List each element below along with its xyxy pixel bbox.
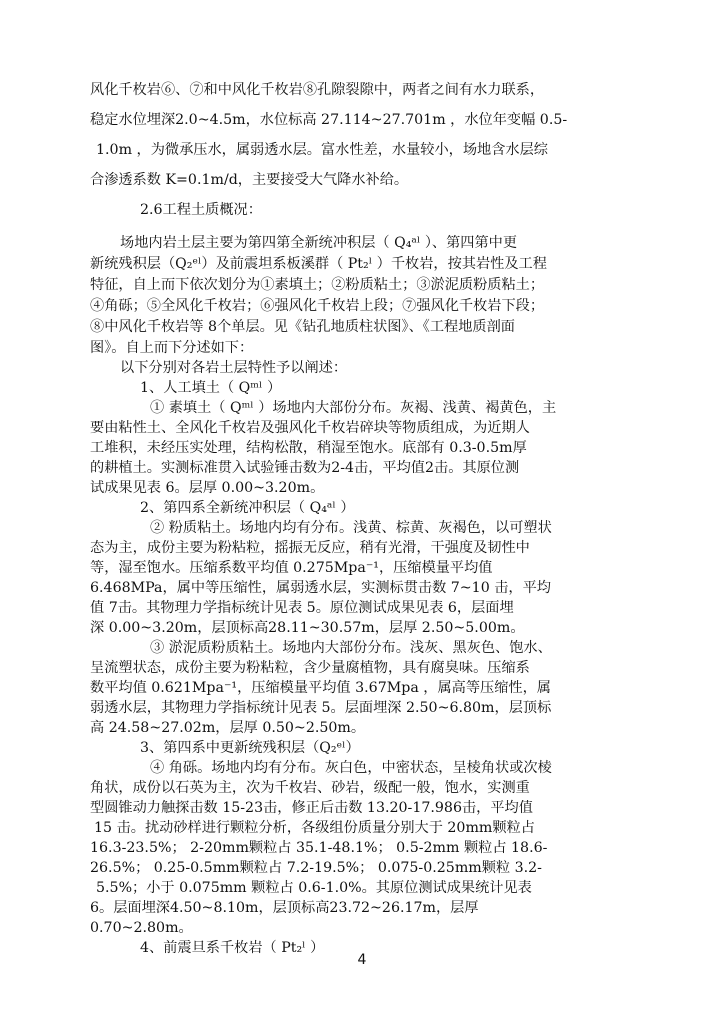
text-line: 6。层面埋深4.50~8.10m，层顶标高23.72~26.17m，层厚: [90, 900, 479, 916]
text-line: 15 击。扰动砂样进行颗粒分析，各级组份质量分别大于 20mm颗粒占: [94, 820, 535, 836]
text-line: 弱透水层，其物理力学指标统计见表 5。层面埋深 2.50~6.80m，层顶标: [90, 700, 552, 716]
page-number: 4: [357, 952, 367, 968]
subsection-heading: 4、前震旦系千枚岩（ Pt₂ˡ ）: [140, 940, 325, 956]
text-line: 数平均值 0.621Mpa⁻¹，压缩模量平均值 3.67Mpa ，属高等压缩性，属: [90, 680, 551, 696]
text-line: 6.468MPa，属中等压缩性，属弱透水层，实测标贯击数 7~10 击，平均: [90, 580, 551, 596]
text-line: 高 24.58~27.02m，层厚 0.50~2.50m。: [90, 720, 366, 736]
text-line: 特征，自上而下依次划分为①素填土；②粉质粘土；③淤泥质粉质粘土；: [90, 277, 545, 293]
text-line: ③ 淤泥质粉质粘土。场地内大部份分布。浅灰、黑灰色、饱水、: [150, 640, 552, 656]
text-line: 工堆积，未经压实处理，结构松散，稍湿至饱水。底部有 0.3-0.5m厚: [90, 440, 527, 456]
text-line: 图》。自上而下分述如下：: [90, 340, 254, 356]
text-line: 深 0.00~3.20m，层顶标高28.11~30.57m，层厚 2.50~5.00m。: [90, 620, 525, 636]
subsection-heading: 2、第四系全新统冲积层（ Q₄ᵃˡ ）: [140, 500, 355, 516]
text-line: 要由粘性土、全风化千枚岩及强风化千枚岩碎块等物质组成，为近期人: [90, 420, 530, 436]
text-line: 26.5%； 0.25-0.5mm颗粒占 7.2-19.5%； 0.075-0.25mm颗粒 3.2-: [90, 860, 542, 876]
text-line: ⑧中风化千枚岩等 8个单层。见《钻孔地质柱状图》、《工程地质剖面: [90, 319, 515, 335]
text-line: ④角砾；⑤全风化千枚岩；⑥强风化千枚岩上段；⑦强风化千枚岩下段；: [90, 298, 545, 314]
text-line: 场地内岩土层主要为第四第全新统冲积层（ Q₄ᵃˡ ）、第四第中更: [120, 235, 518, 251]
text-line: ① 素填土（ Qᵐˡ ）场地内大部份分布。灰褐、浅黄、褐黄色，主: [150, 400, 557, 416]
text-line: 态为主，成份主要为粉粘粒，摇振无反应，稍有光滑，干强度及韧性中: [90, 540, 530, 556]
text-line: 稳定水位埋深2.0~4.5m，水位标高 27.114~27.701m ，水位年变幅 0.5-: [90, 112, 568, 128]
text-line: ④ 角砾。场地内均有分布。灰白色，中密状态，呈棱角状或次棱: [150, 760, 552, 776]
text-line: 合渗透系数 K=0.1m/d，主要接受大气降水补给。: [90, 172, 409, 188]
text-line: 的耕植土。实测标准贯入试验锤击数为2-4击，平均值2击。其原位测: [90, 460, 520, 476]
text-line: 以下分别对各岩土层特性予以阐述：: [120, 360, 348, 376]
text-line: 0.70~2.80m。: [90, 920, 193, 936]
text-line: 角状，成份以石英为主，次为千枚岩、砂岩，级配一般，饱水，实测重: [90, 780, 530, 796]
text-line: 1.0m ，为微承压水，属弱透水层。富水性差，水量较小，场地含水层综: [96, 142, 548, 158]
text-line: 风化千枚岩⑥、⑦和中风化千枚岩⑧孔隙裂隙中，两者之间有水力联系，: [90, 82, 545, 98]
text-line: 呈流塑状态，成份主要为粉粘粒，含少量腐植物，具有腐臭味。压缩系: [90, 660, 530, 676]
subsection-heading: 3、第四系中更新统残积层（Q₂ᵉˡ）: [140, 740, 360, 756]
text-line: 型圆锥动力触探击数 15-23击，修正后击数 13.20-17.986击，平均值: [90, 800, 533, 816]
text-line: 新统残积层（Q₂ᵉˡ）及前震坦系板溪群（ Pt₂ˡ ）千枚岩，按其岩性及工程: [90, 256, 547, 272]
text-line: 5.5%；小于 0.075mm 颗粒占 0.6-1.0%。其原位测试成果统计见表: [96, 880, 532, 896]
text-line: 等，湿至饱水。压缩系数平均值 0.275Mpa⁻¹，压缩模量平均值: [90, 560, 493, 576]
text-line: 16.3-23.5%； 2-20mm颗粒占 35.1-48.1%； 0.5-2mm 颗粒占 18.6-: [90, 840, 548, 856]
text-line: 试成果见表 6。层厚 0.00~3.20m。: [90, 480, 325, 496]
section-heading: 2.6工程土质概况：: [140, 202, 262, 218]
text-line: ② 粉质粘土。场地内均有分布。浅黄、棕黄、灰褐色，以可塑状: [150, 520, 552, 536]
text-line: 值 7击。其物理力学指标统计见表 5。原位测试成果见表 6，层面埋: [90, 600, 514, 616]
subsection-heading: 1、人工填土（ Qᵐˡ ）: [140, 380, 282, 396]
